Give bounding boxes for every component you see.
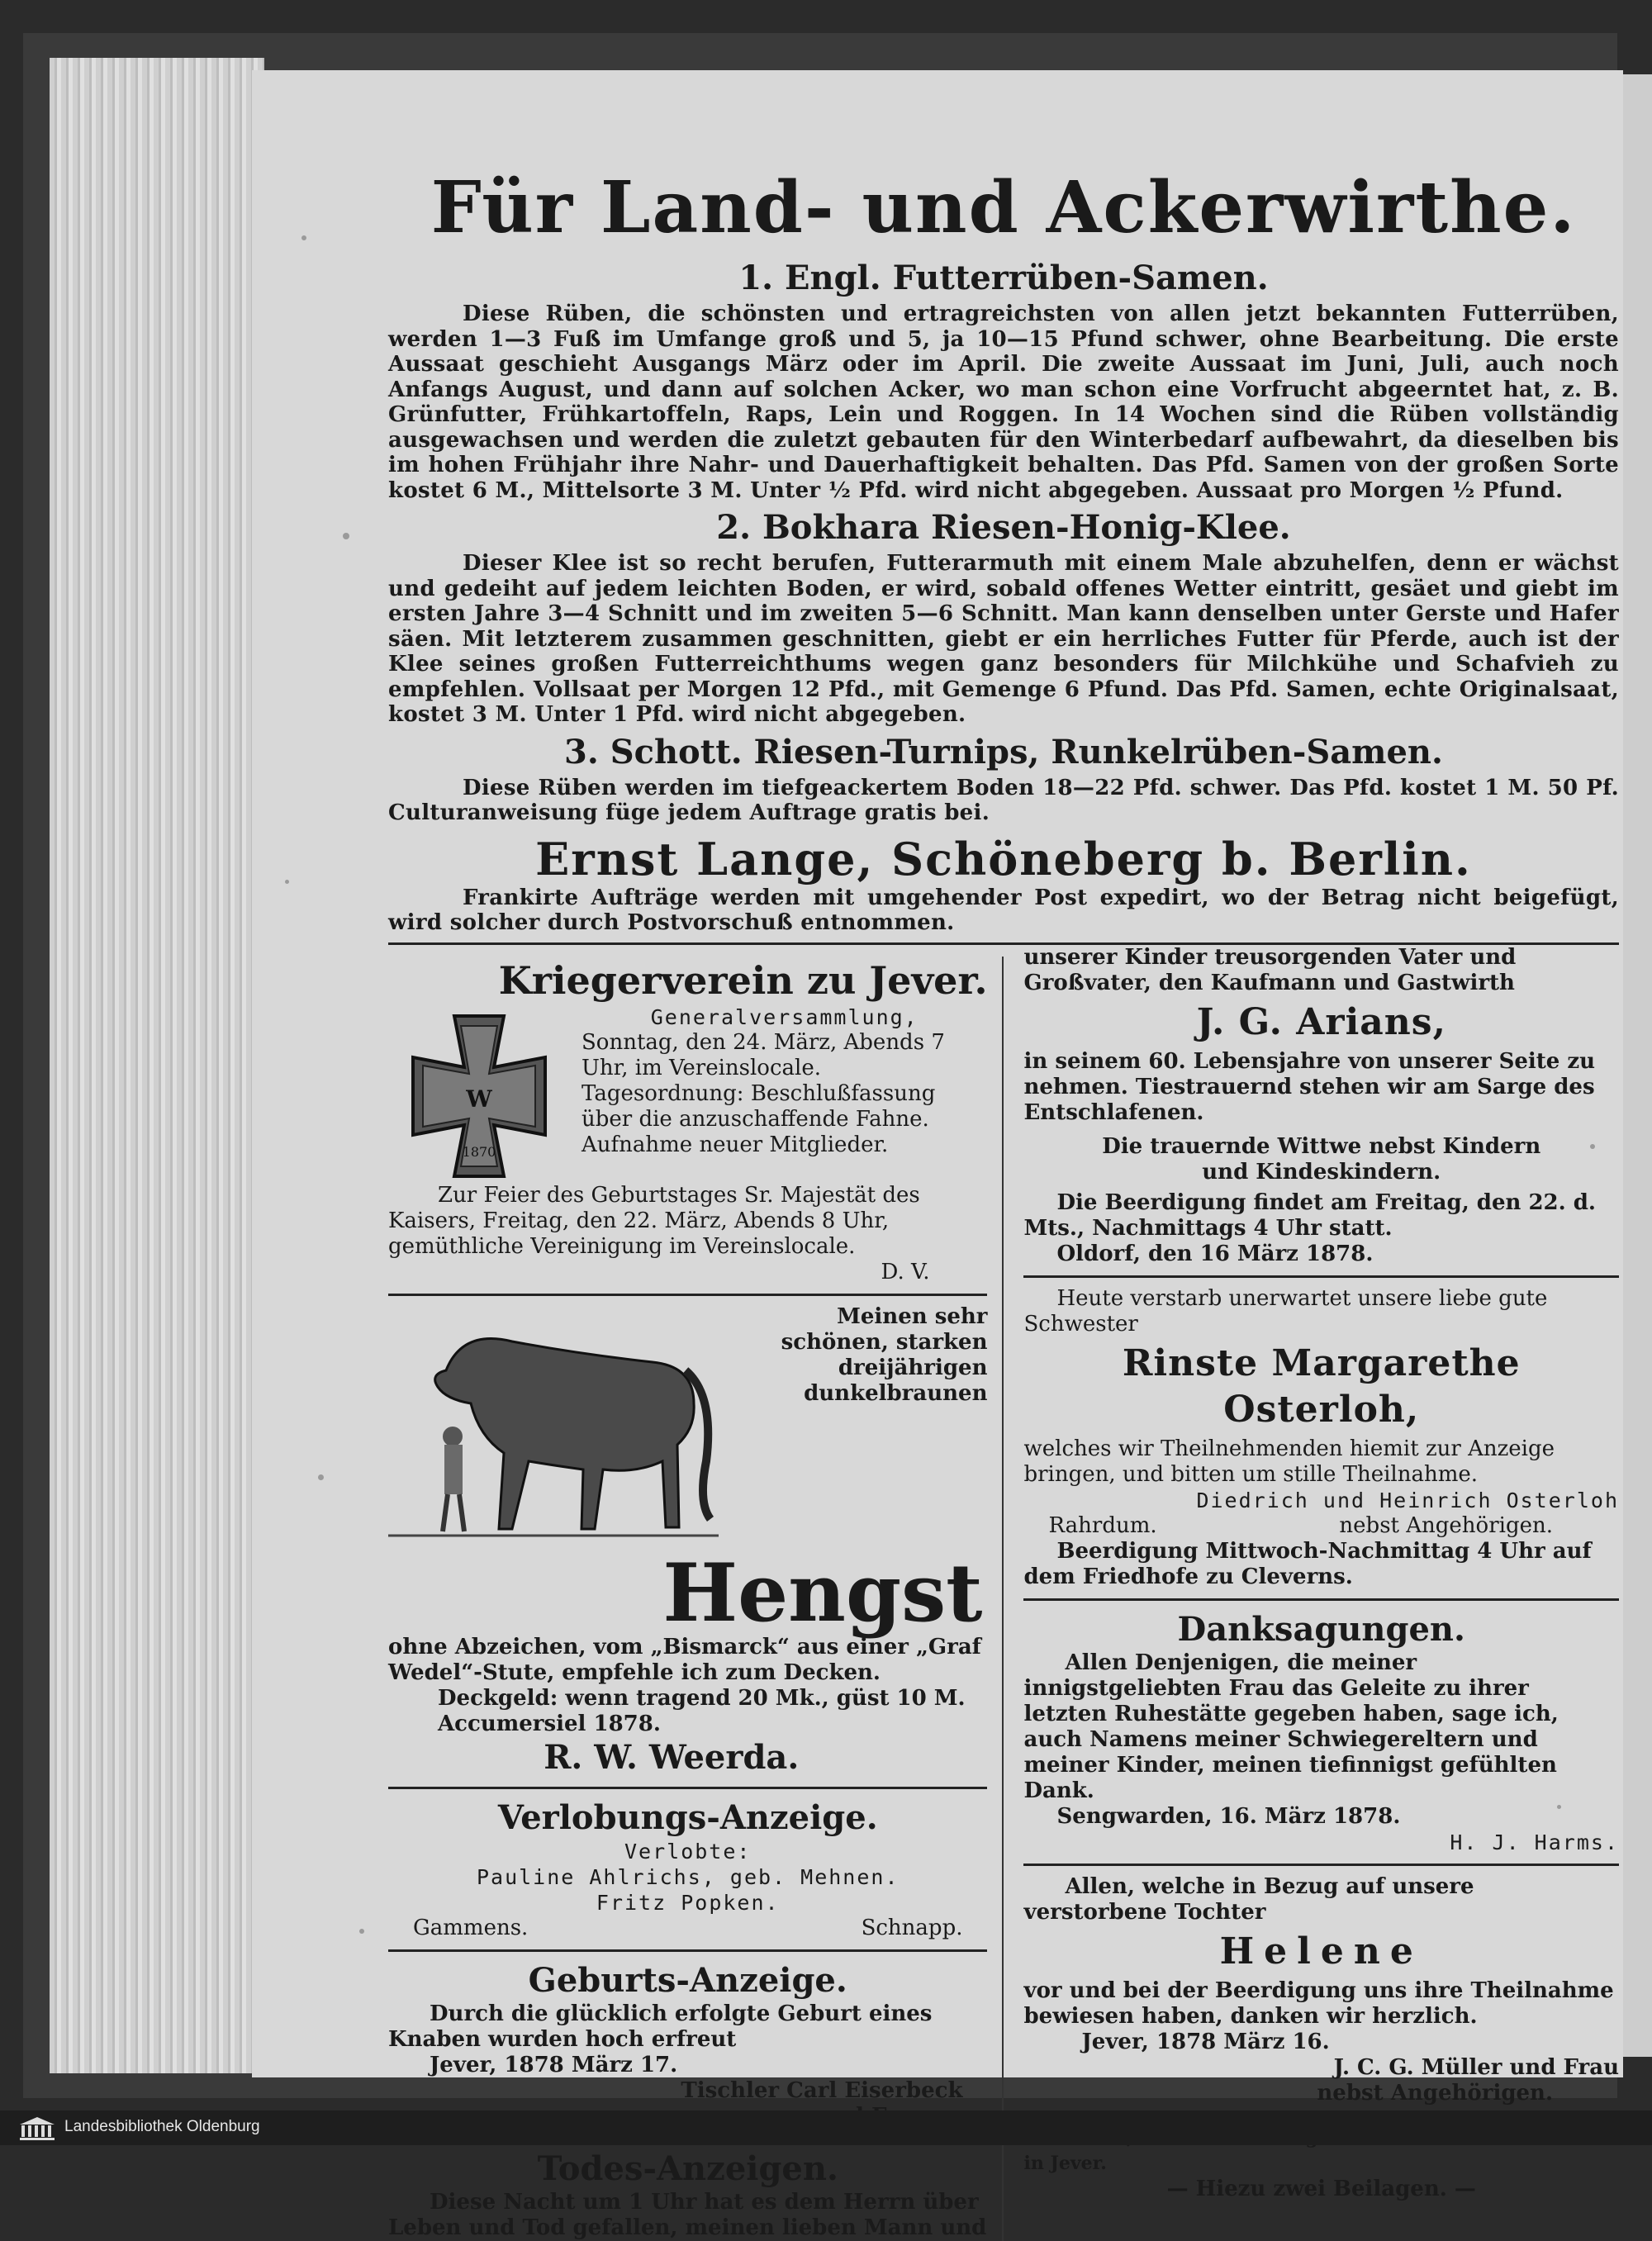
helene-name: Helene	[1219, 1930, 1423, 1973]
helene-lead: Allen, welche in Bezug auf unsere verstorbene Tochter	[1023, 1873, 1474, 1925]
kriegerverein-ad	[388, 957, 987, 1285]
divider	[388, 1294, 987, 1296]
dank-text: Allen Denjenigen, die meiner innigstgeliebten Frau das Geleite zu ihrer letzten Ruhestätte gegeben haben, sage ich, auch Namens meiner Schwiegereltern und meiner Kinder, meinen tiefinnigst gefühlten Dank.	[1023, 1650, 1559, 1803]
helene-text: vor und bei der Beerdigung uns ihre Theilnahme bewiesen haben, danken wir herzlich.	[1023, 1977, 1614, 2029]
dank-signature: H. J. Harms.	[1450, 1830, 1619, 1854]
dank-notice	[1023, 1609, 1619, 1855]
dank-title: Danksagungen.	[1177, 1609, 1465, 1649]
newspaper-page	[252, 70, 1623, 2240]
divider	[1023, 1275, 1619, 1278]
library-logo-icon	[17, 2115, 58, 2141]
divider	[388, 1787, 987, 1789]
helene-sig2: nebst Angehörigen.	[1317, 2080, 1553, 2106]
osterloh-sig2: nebst Angehörigen.	[1339, 1512, 1553, 1538]
osterloh-place: Rahrdum.	[1048, 1512, 1157, 1538]
merchant-name: Ernst Lange, Schöneberg b. Berlin.	[535, 832, 1472, 885]
geburt-place: Jever, 1878 März 17.	[430, 2052, 678, 2077]
imprint: in Jever.	[1023, 2152, 1107, 2174]
arians-text: in seinem 60. Lebensjahre von unserer Seite zu nehmen. Tiestrauernd stehen wir am Sarge des Entschlafenen.	[1023, 1048, 1596, 1125]
arians-place: Oldorf, den 16 März 1878.	[1056, 1241, 1374, 1266]
kriegerverein-title: Kriegerverein zu Jever.	[498, 957, 988, 1003]
divider	[1023, 1864, 1619, 1866]
verlobung-title: Verlobungs-Anzeige.	[497, 1797, 878, 1837]
osterloh-lead: Heute verstarb unerwartet unsere liebe gute Schwester	[1023, 1285, 1548, 1337]
dank-place: Sengwarden, 16. März 1878.	[1056, 1803, 1401, 1829]
arians-sig1: Die trauernde Wittwe nebst Kindern	[1102, 1133, 1541, 1159]
two-column-area	[388, 945, 1619, 2241]
section-3-title: 3. Schott. Riesen-Turnips, Runkelrüben-Samen.	[564, 732, 1443, 772]
left-column	[388, 957, 1004, 2241]
section-1-text: Diese Rüben, die schönsten und ertragreichsten von allen jetzt bekannten Futterrüben, werden 1—3 Fuß im Umfange groß und 5, ja 10—15 Pfund schwer, ohne Bearbeitung. Die erste Aussaat geschieht Ausgangs März oder im April. Die zweite Aussaat im Juni, Juli, auch noch Anfangs August, und dann auf solchen Acker, wo man schon eine Vorfrucht abgeerntet hat, z. B. Grünfutter, Frühkartoffeln, Raps, Lein und Roggen. In 14 Wochen sind die Rüben vollständig ausgewachsen und werden die zuletzt gebauten für den Winterbedarf aufbewahrt, da dieselben bis im hohen Frühjahr ihre Nahr- und Dauerhaftigkeit behalten. Das Pfd. Samen von der großen Sorte kostet 6 M., Mittelsorte 3 M. Unter ½ Pfd. wird nicht abgegeben. Aussaat pro Morgen ½ Pfund.	[388, 301, 1619, 503]
arians-name: J. G. Arians,	[1196, 1000, 1446, 1043]
divider	[1023, 1598, 1619, 1601]
arians-burial: Die Beerdigung findet am Freitag, den 22. d. Mts., Nachmittags 4 Uhr statt.	[1023, 1189, 1596, 1241]
verlobung-l3: Fritz Popken.	[596, 1890, 780, 1915]
todes-title: Todes-Anzeigen.	[537, 2148, 838, 2188]
todes-ad	[388, 2148, 987, 2241]
arians-notice	[1023, 945, 1619, 1267]
hengst-headline: Hengst	[662, 1545, 983, 1640]
verlobung-left-place: Gammens.	[413, 1915, 529, 1940]
hengst-text: ohne Abzeichen, vom „Bismarck“ aus einer „Graf Wedel“-Stute, empfehle ich zum Decken.	[388, 1634, 981, 1685]
helene-sig1: J. C. G. Müller und Frau	[1333, 2054, 1619, 2080]
geburt-text: Durch die glücklich erfolgte Geburt eines Knaben wurden hoch erfreut	[388, 2001, 933, 2052]
facing-page-edge	[1623, 74, 1652, 2057]
section-3-text: Diese Rüben werden im tiefgeackertem Boden 18—22 Pfd. schwer. Das Pfd. kostet 1 M. 50 Pf. Culturanweisung füge jedem Auftrage gratis bei.	[388, 775, 1619, 825]
section-1-title: 1. Engl. Futterrüben-Samen.	[738, 259, 1269, 297]
verlobung-ad	[388, 1797, 987, 1941]
geburt-ad	[388, 1960, 987, 2129]
beilagen-note: — Hiezu zwei Beilagen. —	[1166, 2176, 1476, 2201]
osterloh-burial: Beerdigung Mittwoch-Nachmittag 4 Uhr auf dem Friedhofe zu Cleverns.	[1023, 1538, 1592, 1589]
cross-year: 1870	[462, 1143, 496, 1160]
kriegerverein-l4: Zur Feier des Geburtstages Sr. Majestät des Kaisers, Freitag, den 22. März, Abends 8 Uhr, gemüthliche Vereinigung im Vereinslocale.	[388, 1182, 920, 1259]
horse-illustration-icon	[388, 1304, 719, 1552]
hengst-fee: Deckgeld: wenn tragend 20 Mk., güst 10 M.	[438, 1685, 966, 1711]
right-column	[1004, 945, 1619, 2241]
hengst-place: Accumersiel 1878.	[438, 1711, 661, 1736]
merchant-note: Frankirte Aufträge werden mit umgehender Post expedirt, wo der Betrag nicht beigefügt, wird solcher durch Postvorschuß entnommen.	[388, 885, 1619, 935]
kriegerverein-sig: D. V.	[881, 1259, 930, 1284]
page-edges	[50, 58, 264, 2073]
library-name: Landesbibliothek Oldenburg	[64, 2118, 260, 2135]
verlobung-l1: Verlobte:	[624, 1839, 752, 1864]
page-content	[388, 163, 1619, 2241]
kriegerverein-l3: Tagesordnung: Beschlußfassung über die anzuschaffende Fahne. Aufnahme neuer Mitglieder.	[582, 1080, 936, 1157]
osterloh-text: welches wir Theilnehmenden hiemit zur Anzeige bringen, und bitten um stille Theilnahme.	[1023, 1436, 1555, 1487]
kriegerverein-l1: Generalversammlung,	[650, 1004, 919, 1029]
osterloh-name: Rinste Margarethe Osterloh,	[1122, 1341, 1521, 1431]
svg-text:W: W	[466, 1085, 492, 1113]
osterloh-sig1: Diedrich und Heinrich Osterloh	[1196, 1488, 1619, 1512]
hengst-ad	[388, 1304, 987, 1778]
iron-cross-icon	[388, 1009, 570, 1183]
kriegerverein-l2: Sonntag, den 24. März, Abends 7 Uhr, im Vereinslocale.	[582, 1029, 945, 1080]
arians-sig2: und Kindeskindern.	[1202, 1159, 1441, 1185]
geburt-title: Geburts-Anzeige.	[528, 1960, 847, 2000]
verlobung-l2: Pauline Ahlrichs, geb. Mehnen.	[476, 1864, 900, 1889]
todes-text: Diese Nacht um 1 Uhr hat es dem Herrn über Leben und Tod gefallen, meinen lieben Mann und	[388, 2189, 987, 2240]
helene-place: Jever, 1878 März 16.	[1081, 2029, 1330, 2054]
hengst-signature: R. W. Weerda.	[544, 1737, 800, 1777]
helene-notice	[1023, 1874, 1619, 2106]
page-title: Für Land- und Ackerwirthe.	[430, 166, 1577, 249]
verlobung-right-place: Schnapp.	[861, 1915, 963, 1940]
divider	[388, 1949, 987, 1952]
hengst-intro: Meinen sehr schönen, starken dreijährigen dunkelbraunen	[781, 1303, 988, 1406]
arians-lead: unserer Kinder treusorgenden Vater und Großvater, den Kaufmann und Gastwirth	[1023, 944, 1517, 995]
geburt-sig1: Tischler Carl Eiserbeck	[681, 2077, 963, 2103]
osterloh-notice	[1023, 1286, 1619, 1590]
section-2-text: Dieser Klee ist so recht berufen, Futterarmuth mit einem Male abzuhelfen, denn er wächst und gedeiht auf jedem leichten Boden, er wird, sobald offenes Wetter eintritt, gesäet und giebt im ersten Jahre 3—4 Schnitt und im zweiten 5—6 Schnitt. Man kann denselben unter Gerste und Hafer säen. Mit letzterem zusammen geschnitten, giebt er ein herrliches Futter für Pferde, auch ist der Klee seines großen Futterreichthums wegen ganz besonders für Milchkühe und Schafvieh zu empfehlen. Vollsaat per Morgen 12 Pfd., mit Gemenge 6 Pfund. Das Pfd. Samen, echte Originalsaat, kostet 3 M. Unter 1 Pfd. wird nicht abgegeben.	[388, 551, 1619, 727]
section-2-title: 2. Bokhara Riesen-Honig-Klee.	[716, 508, 1291, 547]
